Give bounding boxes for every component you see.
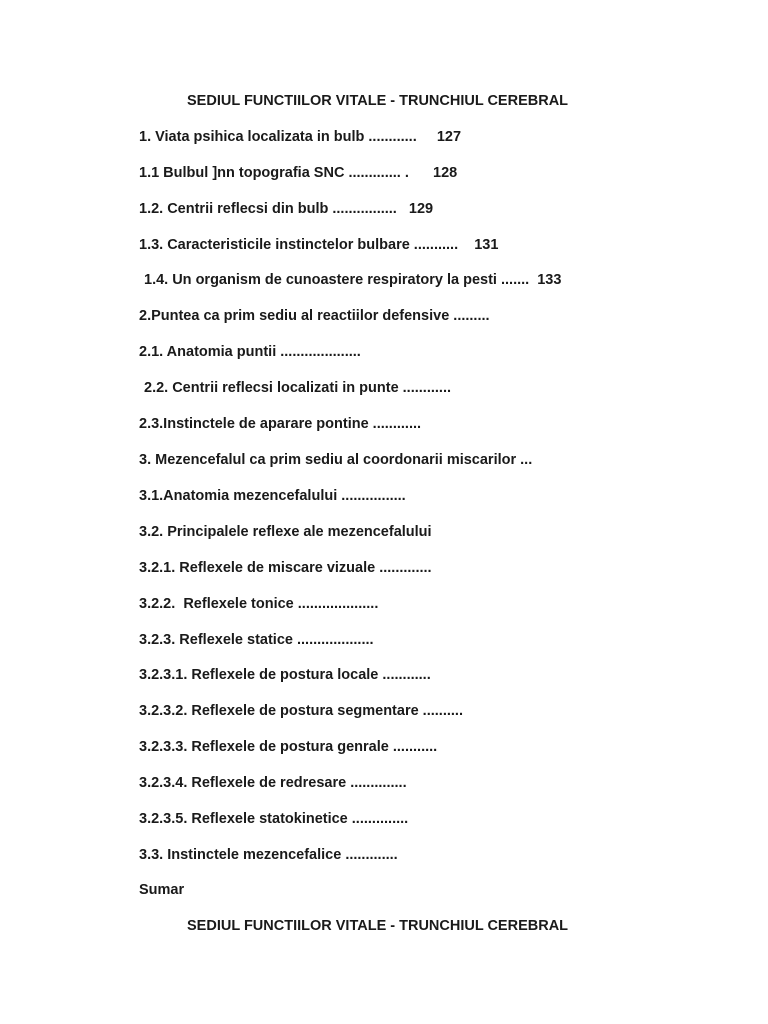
- toc-entry: 3.2.2. Reflexele tonice ....................: [139, 596, 379, 612]
- toc-entry: 3. Mezencefalul ca prim sediu al coordonarii miscarilor ...: [139, 452, 533, 468]
- repeated-title: SEDIUL FUNCTIILOR VITALE - TRUNCHIUL CEREBRAL: [187, 918, 569, 934]
- toc-entry: 1.2. Centrii reflecsi din bulb ................ 129: [139, 201, 434, 217]
- toc-entry: 3.2.3.5. Reflexele statokinetice ..............: [139, 811, 409, 827]
- toc-entry: 3.2.1. Reflexele de miscare vizuale .............: [139, 560, 432, 576]
- toc-entry: 1.3. Caracteristicile instinctelor bulbare ........... 131: [139, 237, 499, 253]
- toc-entry: 2.Puntea ca prim sediu al reactiilor defensive .........: [139, 308, 490, 324]
- toc-entry: 2.1. Anatomia puntii ....................: [139, 344, 361, 360]
- toc-entry: 1.1 Bulbul ]nn topografia SNC ............. . 128: [139, 165, 458, 181]
- page-title: SEDIUL FUNCTIILOR VITALE - TRUNCHIUL CEREBRAL: [187, 93, 569, 109]
- toc-entry: 1. Viata psihica localizata in bulb ............ 127: [139, 129, 462, 145]
- toc-entry: 2.3.Instinctele de aparare pontine ............: [139, 416, 422, 432]
- toc-entry: 3.2.3.1. Reflexele de postura locale ............: [139, 667, 431, 683]
- toc-entry: 3.1.Anatomia mezencefalului ................: [139, 488, 406, 504]
- toc-entry: 3.2.3.3. Reflexele de postura genrale ...........: [139, 739, 438, 755]
- toc-entry: 3.2. Principalele reflexe ale mezencefalului: [139, 524, 432, 540]
- toc-entry: 2.2. Centrii reflecsi localizati in punte ............: [144, 380, 451, 396]
- toc-entry: 1.4. Un organism de cunoastere respiratory la pesti ....... 133: [144, 272, 562, 288]
- toc-entry: 3.2.3.4. Reflexele de redresare ..............: [139, 775, 407, 791]
- toc-entry: 3.2.3.2. Reflexele de postura segmentare ..........: [139, 703, 463, 719]
- toc-entry: 3.3. Instinctele mezencefalice .............: [139, 847, 398, 863]
- summary-label: Sumar: [139, 882, 185, 898]
- toc-entry: 3.2.3. Reflexele statice ...................: [139, 632, 374, 648]
